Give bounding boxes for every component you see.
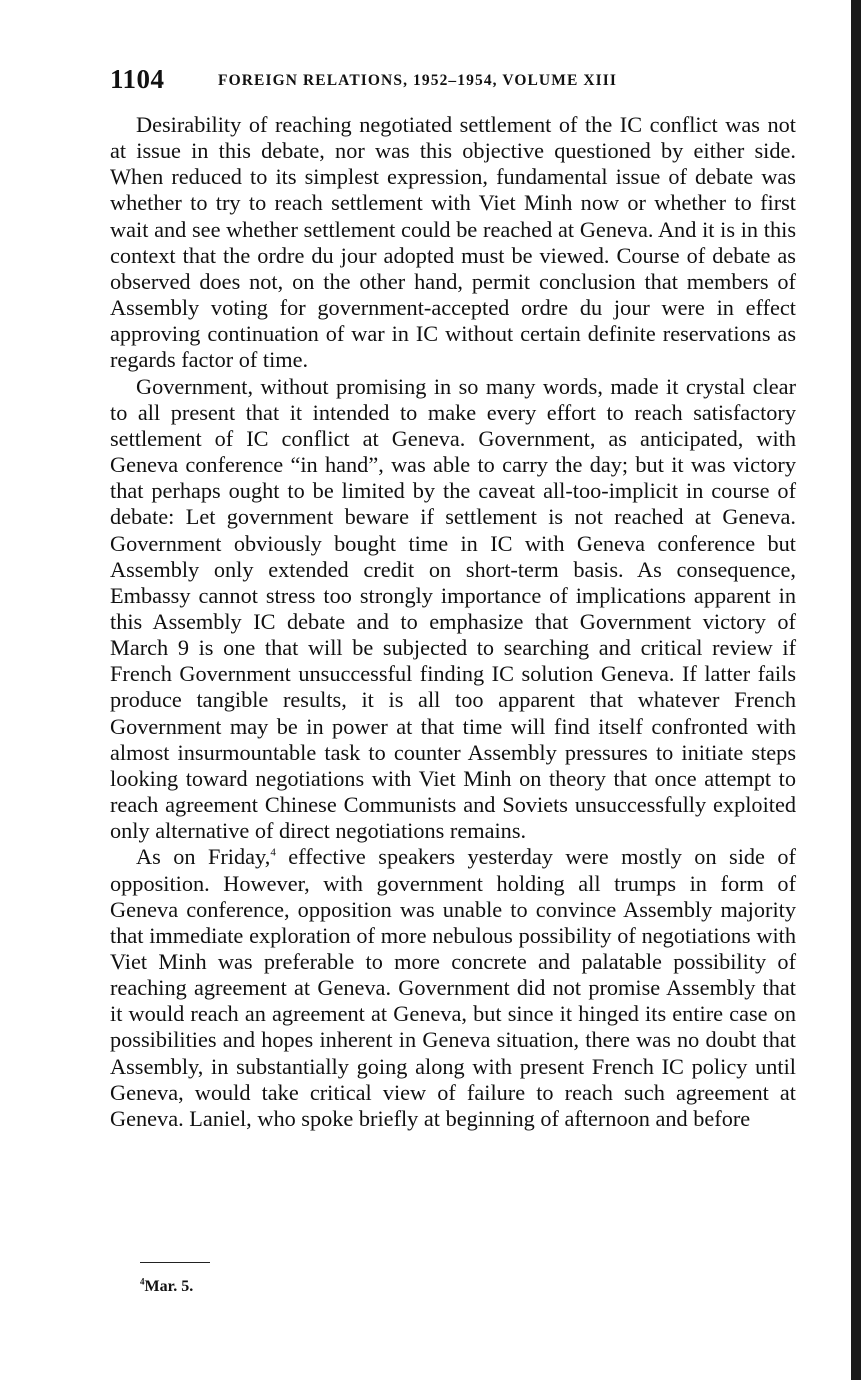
paragraph-3-text: effective speakers yesterday were mostly on side of opposition. However, with government holding all trumps in form of Geneva conference, opposition was unable to convince Assembly majority that immediate exploration of more nebulous possibility of negotiations with Viet Minh was preferable to more concrete and palatable possibility of reaching agreement at Geneva. Government did not promise Assembly that it would reach an agreement at Geneva, but since it hinged its entire case on possibilities and hopes inherent in Geneva situation, there was no doubt that Assembly, in substantially going along with present French IC policy until Geneva, would take critical view of failure to reach such agreement at Geneva. Laniel, who spoke briefly at beginning of afternoon and before xyxy=(110,844,796,1131)
footnote xyxy=(140,1278,193,1296)
footnote-rule xyxy=(140,1262,210,1263)
paragraph-1: Desirability of reaching negotiated settlement of the IC conflict was not at issue in this debate, nor was this objective questioned by either side. When reduced to its simplest expression, fundamental issue of debate was whether to try to reach settlement with Viet Minh now or whether to first wait and see whether settlement could be reached at Geneva. And it is in this context that the ordre du jour adopted must be viewed. Course of debate as observed does not, on the other hand, permit conclusion that members of Assembly voting for government-accepted ordre du jour were in effect approving continuation of war in IC without certain definite reservations as regards factor of time. xyxy=(110,112,796,373)
document-body xyxy=(110,112,796,1132)
footnote-text: Mar. 5. xyxy=(144,1278,194,1295)
running-head: FOREIGN RELATIONS, 1952–1954, VOLUME XIII xyxy=(218,72,618,89)
footnote-marker: 4 xyxy=(140,1276,145,1287)
paragraph-3-lead: As on Friday, xyxy=(136,844,271,870)
page-number: 1104 xyxy=(110,64,165,94)
footnote-reference[interactable]: 4 xyxy=(270,846,276,859)
paragraph-3 xyxy=(110,844,796,1132)
paragraph-2: Government, without promising in so many words, made it crystal clear to all present that it intended to make every effort to reach satisfactory settlement of IC conflict at Geneva. Government, as anticipated, with Geneva conference “in hand”, was able to carry the day; but it was victory that perhaps ought to be limited by the caveat all-too-implicit in course of debate: Let government beware if settlement is not reached at Geneva. Government obviously bought time in IC with Geneva conference but Assembly only extended credit on short-term basis. As consequence, Embassy cannot stress too strongly importance of implications apparent in this Assembly IC debate and to emphasize that Government victory of March 9 is one that will be subjected to searching and critical review if French Government unsuccessful finding IC solution Geneva. If latter fails produce tangible results, it is all too apparent that whatever French Government may be in power at that time will find itself confronted with almost insurmountable task to counter Assembly pressures to initiate steps looking toward negotiations with Viet Minh on theory that once attempt to reach agreement Chinese Communists and Soviets unsuccessfully exploited only alternative of direct negotiations remains. xyxy=(110,373,796,844)
page-header xyxy=(110,64,800,104)
